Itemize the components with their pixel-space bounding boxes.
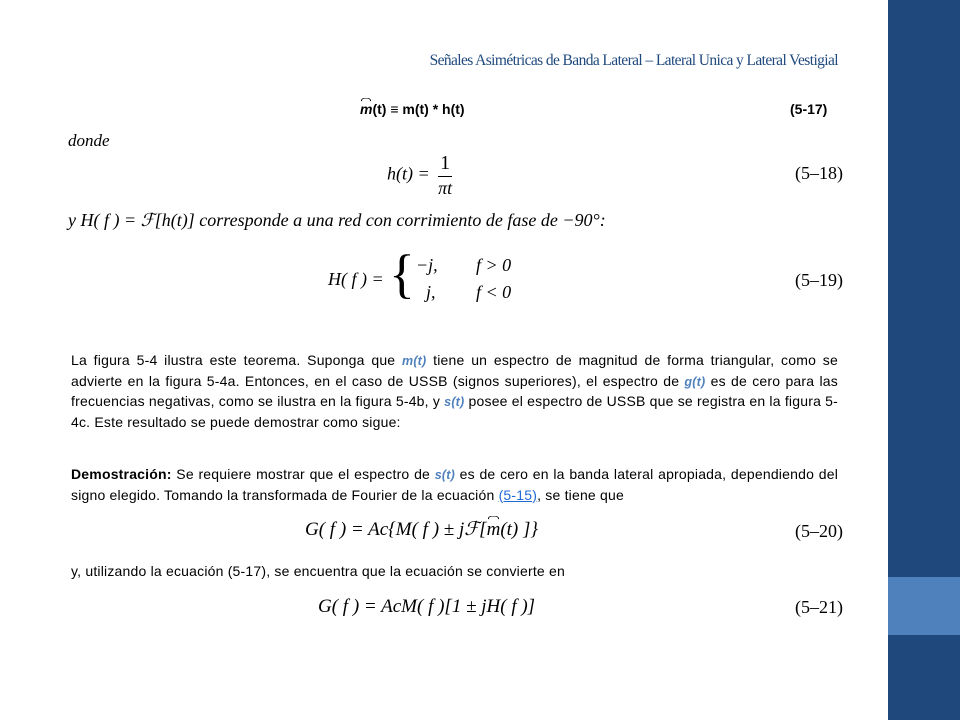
equation-5-20: [305, 518, 538, 541]
equation-5-20-text: G( f ) = Ac{M( f ) ± jℱ[: [305, 519, 487, 540]
fraction: [438, 152, 452, 199]
case2-condition: f < 0: [476, 282, 512, 302]
paragraph-utilizando: y, utilizando la ecuación (5-17), se encuentra que la ecuación se convierte en: [71, 563, 565, 579]
case-row-2: [416, 282, 512, 303]
m-hat-symbol: m: [486, 519, 501, 540]
paragraph2-text-2: es de cero en la banda lateral apropiada, dependiendo del signo elegido. Tomando la transformada de Fourier de la ecuación: [71, 466, 838, 503]
equation-5-18: [387, 152, 452, 199]
case-row-1: [416, 255, 512, 276]
equation-5-19-lhs: H( f ) =: [328, 269, 384, 289]
brace-symbol: {: [389, 244, 415, 304]
equation-5-15-link[interactable]: (5-15): [498, 486, 538, 503]
donde-label: donde: [68, 131, 110, 150]
paragraph2-text-1: Se requiere mostrar que el espectro de: [171, 466, 435, 482]
equation-5-19-number: (5–19): [795, 270, 843, 290]
sidebar-light-accent: [888, 577, 960, 635]
slide-title: Señales Asimétricas de Banda Lateral – Lateral Unica y Lateral Vestigial: [429, 52, 838, 69]
equation-5-17-text: (t) ≡ m(t) * h(t): [372, 101, 465, 117]
case2-value: j,: [426, 282, 436, 302]
equation-5-17: [360, 101, 465, 117]
paragraph-demostracion: [71, 465, 838, 505]
equation-5-20-hat-rest: (t): [500, 519, 519, 540]
demostracion-label: Demostración:: [71, 466, 172, 482]
fraction-numerator: 1: [438, 152, 452, 177]
paragraph1-text-1: La figura 5-4 ilustra este teorema. Suponga que: [71, 352, 402, 368]
m-hat-symbol: m: [360, 101, 373, 117]
paragraph1-text-2: tiene un espectro de magnitud de forma triangular, como se advierte en la figura 5-4a. Entonces, en el caso de USSB (signos superiores), el espectro de: [71, 352, 838, 389]
g-of-t: g(t): [684, 374, 706, 389]
equation-5-21: G( f ) = AcM( f )[1 ± jH( f )]: [318, 596, 536, 617]
equation-5-21-number: (5–21): [795, 597, 843, 617]
m-of-t: m(t): [402, 354, 427, 368]
equation-5-17-number: (5-17): [790, 101, 828, 117]
equation-5-18-lhs: h(t) =: [387, 163, 430, 184]
paragraph1-text-4: posee el espectro de USSB que se registra en la figura 5-4c. Este resultado se puede demostrar como sigue:: [71, 393, 838, 430]
paragraph1-text-3: es de cero para las frecuencias negativas, como se ilustra en la figura 5-4b, y: [71, 372, 838, 409]
h-definition-sentence: y H( f ) = ℱ[h(t)] corresponde a una red con corrimiento de fase de −90°:: [68, 210, 606, 230]
paragraph2-text-3: , se tiene que: [537, 486, 624, 503]
paragraph-theorem: [71, 351, 838, 432]
s-of-t: s(t): [434, 468, 455, 482]
s-of-t: s(t): [444, 395, 465, 409]
equation-5-20-tail: ]}: [518, 519, 538, 540]
case1-value: −j,: [416, 255, 438, 275]
equation-5-20-number: (5–20): [795, 521, 843, 541]
equation-5-18-number: (5–18): [795, 163, 843, 183]
fraction-denominator: πt: [438, 178, 453, 198]
case1-condition: f > 0: [476, 255, 512, 275]
